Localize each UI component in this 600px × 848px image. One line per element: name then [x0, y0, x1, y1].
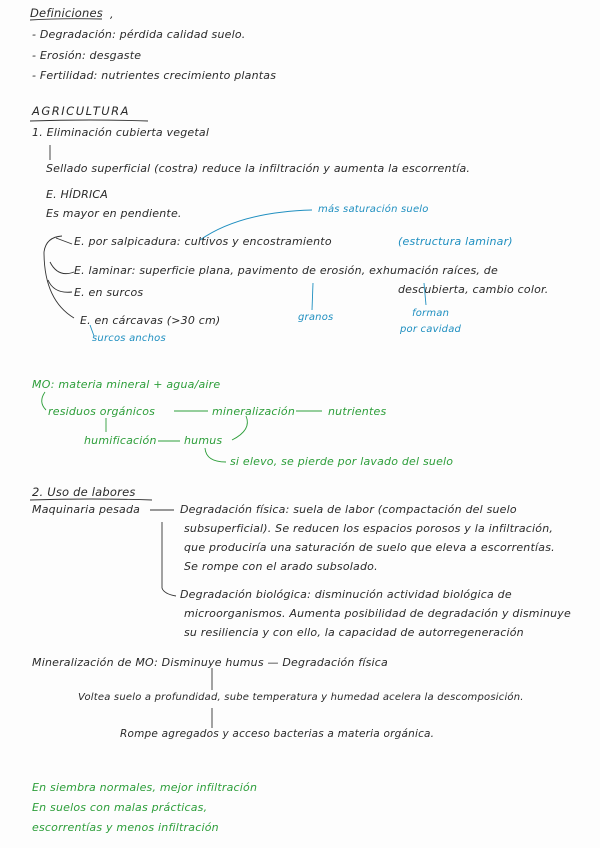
- bracket-arrow-2: [50, 262, 74, 274]
- es-mayor-text: Es mayor en pendiente.: [46, 207, 182, 220]
- deg-fisica-line4: Se rompe con el arado subsolado.: [184, 560, 378, 573]
- deg-bio-line2: microorganismos. Aumenta posibilidad de degradación y disminuye: [184, 607, 571, 620]
- humus-label: humus: [184, 434, 223, 447]
- nota-line2: En suelos con malas prácticas,: [32, 801, 208, 814]
- e-laminar-text: E. laminar: superficie plana, pavimento de erosión, exhumación raíces, de: [74, 264, 498, 277]
- forman-note: forman: [412, 308, 450, 319]
- uso-labores-title: 2. Uso de labores: [32, 485, 136, 499]
- mineralizacion-label: mineralización: [212, 405, 296, 418]
- deg-bio-line1: Degradación biológica: disminución actividad biológica de: [180, 588, 512, 601]
- nutrientes-label: nutrientes: [328, 405, 387, 418]
- elevo-curve: [205, 448, 226, 462]
- agricultura-title: AGRICULTURA: [32, 104, 131, 118]
- labores-underline: [30, 499, 152, 500]
- agricultura-underline: [30, 120, 148, 121]
- deg-fisica-line1: Degradación física: suela de labor (compactación del suelo: [180, 503, 517, 516]
- definicion-degradacion: - Degradación: pérdida calidad suelo.: [32, 28, 246, 41]
- definiciones-title: Definiciones: [30, 6, 103, 20]
- estructura-laminar-note: (estructura laminar): [398, 235, 513, 248]
- humificacion-label: humificación: [84, 434, 157, 447]
- e-salpicadura-text: E. por salpicadura: cultivos y encostramiento: [74, 235, 332, 248]
- deg-fisica-line3: que produciría una saturación de suelo que eleva a escorrentías.: [184, 541, 555, 554]
- deg-bio-line3: su resiliencia y con ello, la capacidad de autorregeneración: [184, 626, 524, 639]
- e-surcos-text: E. en surcos: [74, 286, 144, 299]
- mo-bracket: [42, 392, 46, 410]
- sellado-text: Sellado superficial (costra) reduce la infiltración y aumenta la escorrentía.: [46, 162, 471, 175]
- bracket-arrow-1: [56, 238, 72, 244]
- erosion-bracket: [44, 236, 74, 318]
- rompe-line: Rompe agregados y acceso bacterias a materia orgánica.: [120, 728, 435, 740]
- definicion-erosion: - Erosión: desgaste: [32, 49, 142, 62]
- mo-definition: MO: materia mineral + agua/aire: [32, 378, 221, 391]
- humus-curve: [232, 416, 247, 440]
- bracket-arrow-3: [48, 280, 72, 292]
- si-elevo-note: si elevo, se pierde por lavado del suelo: [230, 455, 454, 468]
- mineralizacion-mo-line: Mineralización de MO: Disminuye humus — Degradación física: [32, 656, 388, 669]
- residuos-organicos: residuos orgánicos: [48, 405, 156, 418]
- nota-line1: En siembra normales, mejor infiltración: [32, 781, 258, 794]
- e-hidrica-heading: E. HÍDRICA: [46, 188, 109, 201]
- nota-line3: escorrentías y menos infiltración: [32, 821, 219, 834]
- granos-note: granos: [298, 312, 334, 323]
- definiciones-comma: ,: [110, 8, 114, 21]
- granos-arrow: [312, 283, 313, 310]
- mas-saturacion-note: más saturación suelo: [318, 204, 429, 215]
- e-laminar-text-cont: descubierta, cambio color.: [398, 283, 549, 296]
- deg-fisica-line2: subsuperficial). Se reducen los espacios porosos y la infiltración,: [184, 522, 554, 535]
- voltea-line: Voltea suelo a profundidad, sube temperatura y humedad acelera la descomposición.: [78, 692, 524, 703]
- cavidad-note: por cavidad: [400, 324, 462, 335]
- maquinaria-label: Maquinaria pesada: [32, 503, 141, 516]
- surcos-anchos-note: surcos anchos: [92, 333, 166, 344]
- definicion-fertilidad: - Fertilidad: nutrientes crecimiento plantas: [32, 69, 277, 82]
- e-carcavas-text: E. en cárcavas (>30 cm): [80, 314, 221, 327]
- maquinaria-bracket: [162, 522, 176, 596]
- section-eliminacion-title: 1. Eliminación cubierta vegetal: [32, 126, 210, 139]
